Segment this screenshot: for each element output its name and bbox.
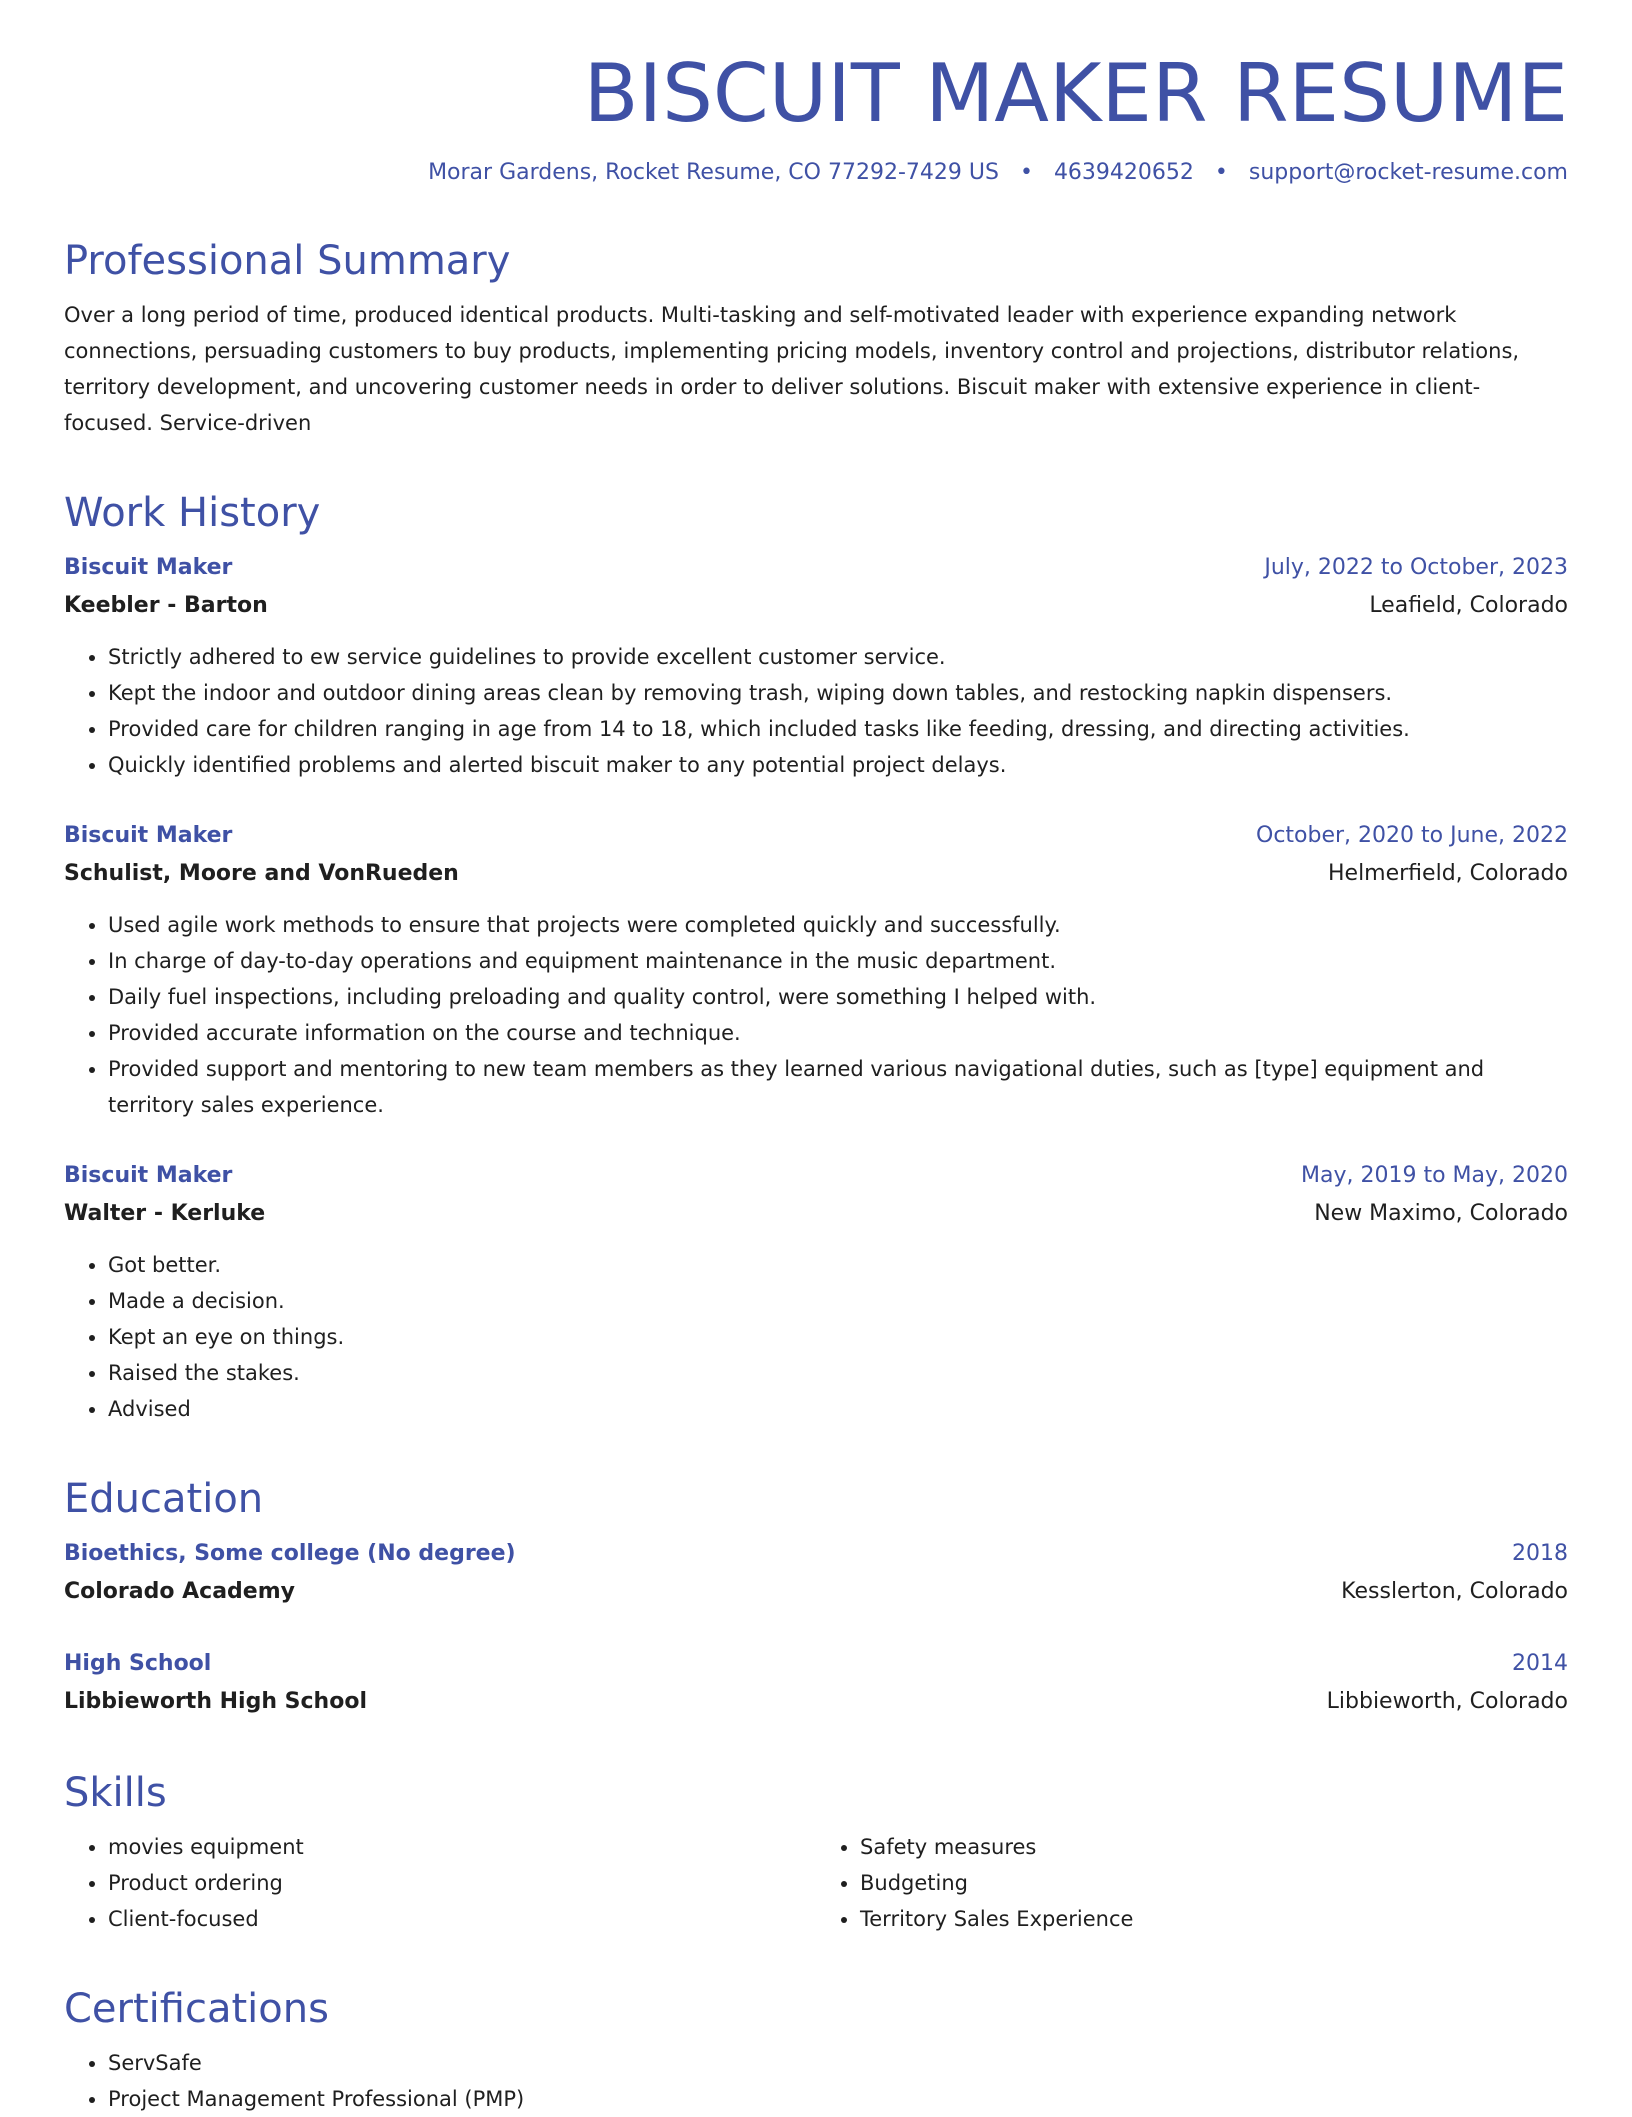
job-bullet: • Kept the indoor and outdoor dining areas clean by removing trash, wiping down tables, and restocking napkin dispensers.	[108, 675, 1568, 711]
job-bullet: • Provided accurate information on the course and technique.	[108, 1015, 1568, 1051]
education-school: Libbieworth High School	[64, 1688, 367, 1714]
job-bullet: • Kept an eye on things.	[108, 1319, 1568, 1355]
education-heading: Education	[64, 1475, 264, 1522]
certifications-list	[64, 2045, 1568, 2117]
job-entry	[64, 549, 1568, 783]
job-bullets	[64, 1247, 1568, 1427]
skill-item: • Budgeting	[860, 1865, 1568, 1901]
job-bullet: • Daily fuel inspections, including preloading and quality control, were something I helped with.	[108, 979, 1568, 1015]
job-dates: May, 2019 to May, 2020	[1301, 1162, 1568, 1188]
job-company: Schulist, Moore and VonRueden	[64, 860, 459, 886]
skills-heading: Skills	[64, 1769, 167, 1816]
job-location: Helmerfield, Colorado	[1327, 860, 1568, 886]
education-entry	[64, 1645, 1568, 1721]
job-bullet: • Made a decision.	[108, 1283, 1568, 1319]
work-history-heading: Work History	[64, 489, 321, 536]
contact-separator: •	[1019, 160, 1033, 185]
job-entry	[64, 1157, 1568, 1427]
job-location: Leafield, Colorado	[1369, 592, 1568, 618]
skill-item: • Safety measures	[860, 1829, 1568, 1865]
job-bullet: • Provided support and mentoring to new team members as they learned various navigational duties, such as [type] equipment and territory sales experience.	[108, 1051, 1568, 1123]
job-dates: July, 2022 to October, 2023	[1264, 554, 1568, 580]
resume-title: BISCUIT MAKER RESUME	[583, 47, 1568, 140]
job-company: Walter - Kerluke	[64, 1200, 266, 1226]
skill-item: • Product ordering	[108, 1865, 816, 1901]
skill-item: • Client-focused	[108, 1901, 816, 1937]
summary-text: Over a long period of time, produced identical products. Multi-tasking and self-motivated leader with experience expanding network connections, persuading customers to buy products, implementing pricing models, inventory control and projections, distributor relations, territory development, and uncovering customer needs in order to deliver solutions. Biscuit maker with extensive experience in client-focused. Service-driven	[64, 302, 1520, 435]
education-degree: Bioethics, Some college (No degree)	[64, 1540, 516, 1566]
summary-heading: Professional Summary	[64, 237, 511, 284]
job-title: Biscuit Maker	[64, 554, 233, 580]
education-year: 2014	[1512, 1650, 1568, 1676]
certifications-heading: Certifications	[64, 1985, 329, 2032]
job-bullet: • Provided care for children ranging in age from 14 to 18, which included tasks like feeding, dressing, and directing activities.	[108, 711, 1568, 747]
job-bullet: • In charge of day-to-day operations and equipment maintenance in the music department.	[108, 943, 1568, 979]
job-title: Biscuit Maker	[64, 1162, 233, 1188]
job-bullets	[64, 639, 1568, 783]
job-bullet: • Used agile work methods to ensure that projects were completed quickly and successfully.	[108, 907, 1568, 943]
skills-column-left	[64, 1829, 816, 1937]
job-bullet: • Quickly identified problems and alerted biscuit maker to any potential project delays.	[108, 747, 1568, 783]
education-school: Colorado Academy	[64, 1578, 295, 1604]
contact-line	[64, 158, 1568, 189]
education-entry	[64, 1535, 1568, 1611]
skills-list	[64, 1829, 1568, 1937]
job-dates: October, 2020 to June, 2022	[1256, 822, 1568, 848]
education-degree: High School	[64, 1650, 212, 1676]
job-bullet: • Advised	[108, 1391, 1568, 1427]
education-location: Libbieworth, Colorado	[1326, 1688, 1568, 1714]
skill-item: • movies equipment	[108, 1829, 816, 1865]
resume-page	[64, 48, 1568, 2117]
job-entry	[64, 817, 1568, 1123]
job-location: New Maximo, Colorado	[1314, 1200, 1568, 1226]
contact-separator: •	[1214, 160, 1228, 185]
job-title: Biscuit Maker	[64, 822, 233, 848]
job-company: Keebler - Barton	[64, 592, 268, 618]
education-year: 2018	[1512, 1540, 1568, 1566]
certification-item: • ServSafe	[108, 2045, 1568, 2081]
job-bullet: • Strictly adhered to ew service guidelines to provide excellent customer service.	[108, 639, 1568, 675]
job-bullet: • Got better.	[108, 1247, 1568, 1283]
contact-address: Morar Gardens, Rocket Resume, CO 77292-7429 US	[428, 160, 999, 185]
job-bullets	[64, 907, 1568, 1123]
education-location: Kesslerton, Colorado	[1341, 1578, 1568, 1604]
certification-item: • Project Management Professional (PMP)	[108, 2081, 1568, 2117]
contact-email[interactable]: support@rocket-resume.com	[1248, 160, 1568, 185]
job-bullet: • Raised the stakes.	[108, 1355, 1568, 1391]
skill-item: • Territory Sales Experience	[860, 1901, 1568, 1937]
contact-phone[interactable]: 4639420652	[1053, 160, 1194, 185]
skills-column-right	[816, 1829, 1568, 1937]
